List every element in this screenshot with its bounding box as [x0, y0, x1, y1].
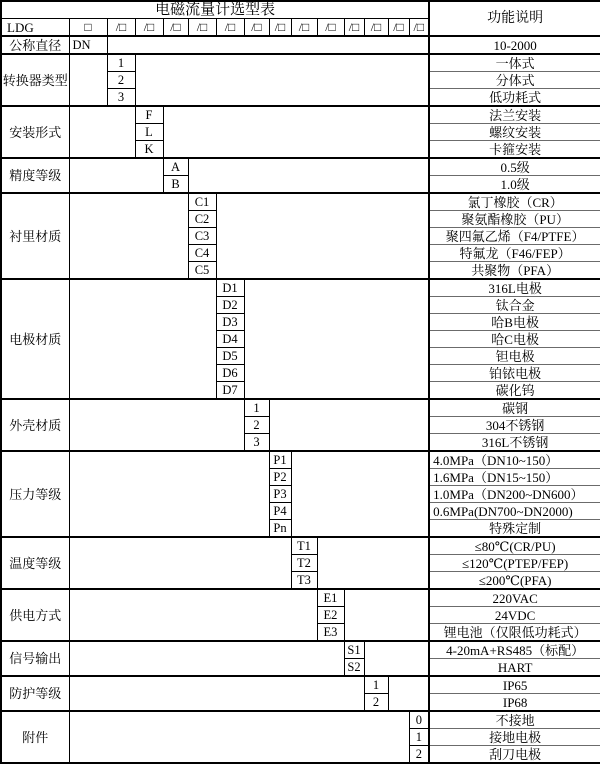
- spacer-cell: [317, 537, 429, 589]
- group-label: 转换器类型: [1, 54, 69, 106]
- group-label: 附件: [1, 711, 69, 763]
- code-slot: /□: [344, 19, 364, 37]
- option-code: T3: [291, 572, 317, 590]
- option-code: P4: [269, 503, 291, 520]
- option-desc: 法兰安装: [429, 106, 600, 124]
- spacer-cell: [269, 399, 429, 451]
- option-code: T1: [291, 537, 317, 555]
- group-label: 衬里材质: [1, 193, 69, 279]
- option-code: K: [135, 141, 163, 159]
- spacer-cell: [69, 711, 409, 763]
- option-code: E1: [317, 589, 344, 607]
- option-code: Pn: [269, 520, 291, 538]
- option-desc: 0.6MPa(DN700~DN2000): [429, 503, 600, 520]
- option-code: P2: [269, 469, 291, 486]
- code-slot: /□: [163, 19, 188, 37]
- spacer-cell: [69, 589, 317, 641]
- option-code: 0: [409, 711, 429, 729]
- option-desc: 304不锈钢: [429, 417, 600, 434]
- spacer-cell: [364, 641, 429, 676]
- option-desc: 哈C电极: [429, 331, 600, 348]
- option-desc: 钽电极: [429, 348, 600, 365]
- spacer-cell: [69, 158, 163, 193]
- spacer-cell: [69, 54, 107, 106]
- option-code: C5: [188, 262, 216, 280]
- option-desc: 螺纹安装: [429, 124, 600, 141]
- option-code: S2: [344, 659, 364, 677]
- group-label: 压力等级: [1, 451, 69, 537]
- dn-desc: 10-2000: [429, 36, 600, 54]
- spacer-cell: [388, 676, 429, 711]
- option-desc: 卡箍安装: [429, 141, 600, 159]
- spacer-cell: [163, 106, 429, 158]
- option-desc: ≤200℃(PFA): [429, 572, 600, 590]
- option-code: P1: [269, 451, 291, 469]
- group-label: 供电方式: [1, 589, 69, 641]
- code-slot: /□: [244, 19, 269, 37]
- option-desc: 分体式: [429, 72, 600, 89]
- spacer-cell: [69, 106, 135, 158]
- option-code: 1: [107, 54, 135, 72]
- option-code: C3: [188, 228, 216, 245]
- function-column-header: 功能说明: [429, 1, 600, 36]
- spacer-cell: [69, 193, 188, 279]
- option-code: D4: [216, 331, 244, 348]
- spacer-cell: [69, 641, 344, 676]
- option-desc: 碳化钨: [429, 382, 600, 400]
- code-slot: /□: [216, 19, 244, 37]
- option-code: C1: [188, 193, 216, 211]
- option-desc: IP68: [429, 694, 600, 712]
- option-code: 1: [244, 399, 269, 417]
- spacer-cell: [291, 451, 429, 537]
- option-code: 2: [244, 417, 269, 434]
- option-desc: 低功耗式: [429, 89, 600, 107]
- code-slot: /□: [317, 19, 344, 37]
- option-desc: 1.6MPa（DN15~150）: [429, 469, 600, 486]
- option-code: T2: [291, 555, 317, 572]
- option-desc: 钛合金: [429, 297, 600, 314]
- option-code: A: [163, 158, 188, 176]
- option-code: D6: [216, 365, 244, 382]
- option-desc: 220VAC: [429, 589, 600, 607]
- option-code: 2: [409, 746, 429, 764]
- code-slot: /□: [269, 19, 291, 37]
- option-desc: 1.0MPa（DN200~DN600）: [429, 486, 600, 503]
- group-label: 防护等级: [1, 676, 69, 711]
- code-slot: /□: [188, 19, 216, 37]
- option-code: 2: [364, 694, 388, 712]
- option-code: D5: [216, 348, 244, 365]
- option-desc: 1.0级: [429, 176, 600, 194]
- option-code: D1: [216, 279, 244, 297]
- code-slot: /□: [107, 19, 135, 37]
- model-prefix: LDG: [1, 19, 69, 37]
- dn-label: 公称直径: [1, 36, 69, 54]
- option-desc: 氯丁橡胶（CR）: [429, 193, 600, 211]
- option-desc: HART: [429, 659, 600, 677]
- option-desc: 0.5级: [429, 158, 600, 176]
- option-desc: 聚四氟乙烯（F4/PTFE）: [429, 228, 600, 245]
- option-code: B: [163, 176, 188, 194]
- option-desc: 24VDC: [429, 607, 600, 624]
- spacer-cell: [69, 279, 216, 399]
- option-desc: 共聚物（PFA）: [429, 262, 600, 280]
- spacer-cell: [135, 54, 429, 106]
- option-code: C4: [188, 245, 216, 262]
- option-desc: 316L电极: [429, 279, 600, 297]
- option-desc: 锂电池（仅限低功耗式）: [429, 624, 600, 642]
- group-label: 安装形式: [1, 106, 69, 158]
- table-title: 电磁流量计选型表: [1, 1, 429, 19]
- option-desc: 哈B电极: [429, 314, 600, 331]
- code-slot: /□: [135, 19, 163, 37]
- option-code: 3: [107, 89, 135, 107]
- option-code: E3: [317, 624, 344, 642]
- spacer-cell: [69, 676, 364, 711]
- code-slot: /□: [291, 19, 317, 37]
- code-slot: /□: [409, 19, 429, 37]
- option-code: D3: [216, 314, 244, 331]
- option-code: 3: [244, 434, 269, 452]
- spacer-cell: [244, 279, 429, 399]
- option-code: C2: [188, 211, 216, 228]
- spacer-cell: [188, 158, 429, 193]
- option-code: F: [135, 106, 163, 124]
- option-desc: 特氟龙（F46/FEP）: [429, 245, 600, 262]
- option-code: L: [135, 124, 163, 141]
- option-code: 1: [364, 676, 388, 694]
- option-desc: 一体式: [429, 54, 600, 72]
- option-desc: 不接地: [429, 711, 600, 729]
- spacer-cell: [107, 36, 429, 54]
- spacer-cell: [69, 537, 291, 589]
- option-code: 1: [409, 729, 429, 746]
- code-slot: /□: [364, 19, 388, 37]
- group-label: 信号输出: [1, 641, 69, 676]
- group-label: 精度等级: [1, 158, 69, 193]
- spacer-cell: [69, 451, 269, 537]
- option-desc: 碳钢: [429, 399, 600, 417]
- option-code: D7: [216, 382, 244, 400]
- option-desc: 特殊定制: [429, 520, 600, 538]
- option-desc: 刮刀电极: [429, 746, 600, 764]
- option-desc: 聚氨酯橡胶（PU）: [429, 211, 600, 228]
- model-box: □: [69, 19, 107, 37]
- option-code: P3: [269, 486, 291, 503]
- group-label: 电极材质: [1, 279, 69, 399]
- option-desc: ≤120℃(PTEP/FEP): [429, 555, 600, 572]
- option-desc: 接地电极: [429, 729, 600, 746]
- spacer-cell: [216, 193, 429, 279]
- option-desc: IP65: [429, 676, 600, 694]
- option-code: D2: [216, 297, 244, 314]
- option-code: 2: [107, 72, 135, 89]
- option-desc: ≤80℃(CR/PU): [429, 537, 600, 555]
- option-desc: 4-20mA+RS485（标配）: [429, 641, 600, 659]
- group-label: 外壳材质: [1, 399, 69, 451]
- spacer-cell: [344, 589, 429, 641]
- dn-code: DN: [69, 36, 107, 54]
- option-desc: 4.0MPa（DN10~150）: [429, 451, 600, 469]
- option-desc: 316L不锈钢: [429, 434, 600, 452]
- option-code: E2: [317, 607, 344, 624]
- spacer-cell: [69, 399, 244, 451]
- group-label: 温度等级: [1, 537, 69, 589]
- code-slot: /□: [388, 19, 409, 37]
- option-code: S1: [344, 641, 364, 659]
- option-desc: 铂铱电极: [429, 365, 600, 382]
